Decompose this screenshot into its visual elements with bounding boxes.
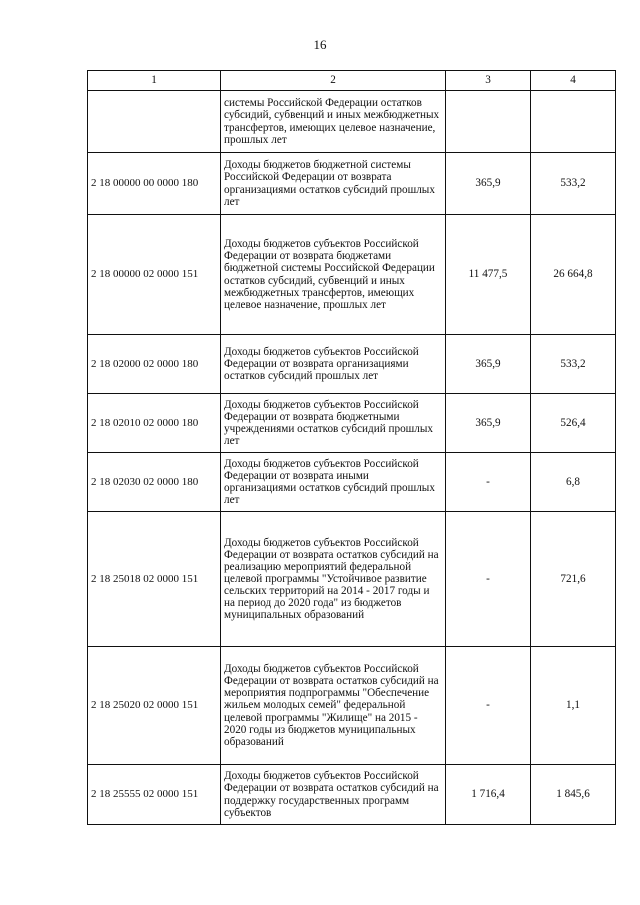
row-name: Доходы бюджетов субъектов Российской Федерации от возврата бюджетными учреждениями остатков субсидий прошлых лет [221, 394, 446, 453]
row-value-col4: 26 664,8 [531, 215, 616, 335]
row-value-col3: 1 716,4 [446, 765, 531, 825]
table-row [88, 153, 616, 215]
row-value-col3: 365,9 [446, 335, 531, 394]
row-value-col4: 533,2 [531, 153, 616, 215]
row-code: 2 18 02030 02 0000 180 [88, 453, 221, 512]
row-name: Доходы бюджетов субъектов Российской Федерации от возврата организациями остатков субсидий прошлых лет [221, 335, 446, 394]
row-code: 2 18 00000 00 0000 180 [88, 153, 221, 215]
row-value-col3: - [446, 512, 531, 647]
row-name: Доходы бюджетов субъектов Российской Федерации от возврата бюджетами бюджетной системы Российской Федерации остатков субсидий, субвенций и иных межбюджетных трансфертов, имеющих целевое назначение, прошлых лет [221, 215, 446, 335]
row-value-col4: 1 845,6 [531, 765, 616, 825]
column-header-4: 4 [531, 71, 616, 91]
row-name: системы Российской Федерации остатков субсидий, субвенций и иных межбюджетных трансфертов, имеющих целевое назначение, прошлых лет [221, 91, 446, 153]
table-row [88, 215, 616, 335]
column-header-3: 3 [446, 71, 531, 91]
row-code [88, 91, 221, 153]
row-name: Доходы бюджетов бюджетной системы Российской Федерации от возврата организациями остатков субсидий прошлых лет [221, 153, 446, 215]
row-value-col4: 526,4 [531, 394, 616, 453]
row-code: 2 18 25018 02 0000 151 [88, 512, 221, 647]
table-row [88, 765, 616, 825]
row-name: Доходы бюджетов субъектов Российской Федерации от возврата иными организациями остатков субсидий прошлых лет [221, 453, 446, 512]
row-value-col4: 6,8 [531, 453, 616, 512]
row-value-col3 [446, 91, 531, 153]
row-value-col3: 365,9 [446, 153, 531, 215]
page-number: 16 [313, 37, 327, 52]
budget-revenue-table [87, 70, 616, 825]
row-name: Доходы бюджетов субъектов Российской Федерации от возврата остатков субсидий на поддержку государственных программ субъектов [221, 765, 446, 825]
table-row [88, 647, 616, 765]
table-row [88, 91, 616, 153]
row-code: 2 18 02000 02 0000 180 [88, 335, 221, 394]
row-code: 2 18 02010 02 0000 180 [88, 394, 221, 453]
row-value-col4: 721,6 [531, 512, 616, 647]
row-value-col3: - [446, 647, 531, 765]
row-value-col3: 11 477,5 [446, 215, 531, 335]
row-name: Доходы бюджетов субъектов Российской Федерации от возврата остатков субсидий на мероприятия подпрограммы "Обеспечение жильем молодых семей" федеральной целевой программы "Жилище" на 2015 - 2020 годы из бюджетов муниципальных образований [221, 647, 446, 765]
row-code: 2 18 25020 02 0000 151 [88, 647, 221, 765]
row-code: 2 18 00000 02 0000 151 [88, 215, 221, 335]
table-row [88, 394, 616, 453]
column-header-2: 2 [221, 71, 446, 91]
row-value-col3: 365,9 [446, 394, 531, 453]
table-row [88, 335, 616, 394]
column-header-1: 1 [88, 71, 221, 91]
row-value-col4: 533,2 [531, 335, 616, 394]
table-header-row [88, 71, 616, 91]
row-value-col4 [531, 91, 616, 153]
table-row [88, 512, 616, 647]
row-value-col3: - [446, 453, 531, 512]
row-code: 2 18 25555 02 0000 151 [88, 765, 221, 825]
table-row [88, 453, 616, 512]
row-value-col4: 1,1 [531, 647, 616, 765]
row-name: Доходы бюджетов субъектов Российской Федерации от возврата остатков субсидий на реализацию мероприятий федеральной целевой программы "Устойчивое развитие сельских территорий на 2014 - 2017 годы и на период до 2020 года" из бюджетов муниципальных образований [221, 512, 446, 647]
